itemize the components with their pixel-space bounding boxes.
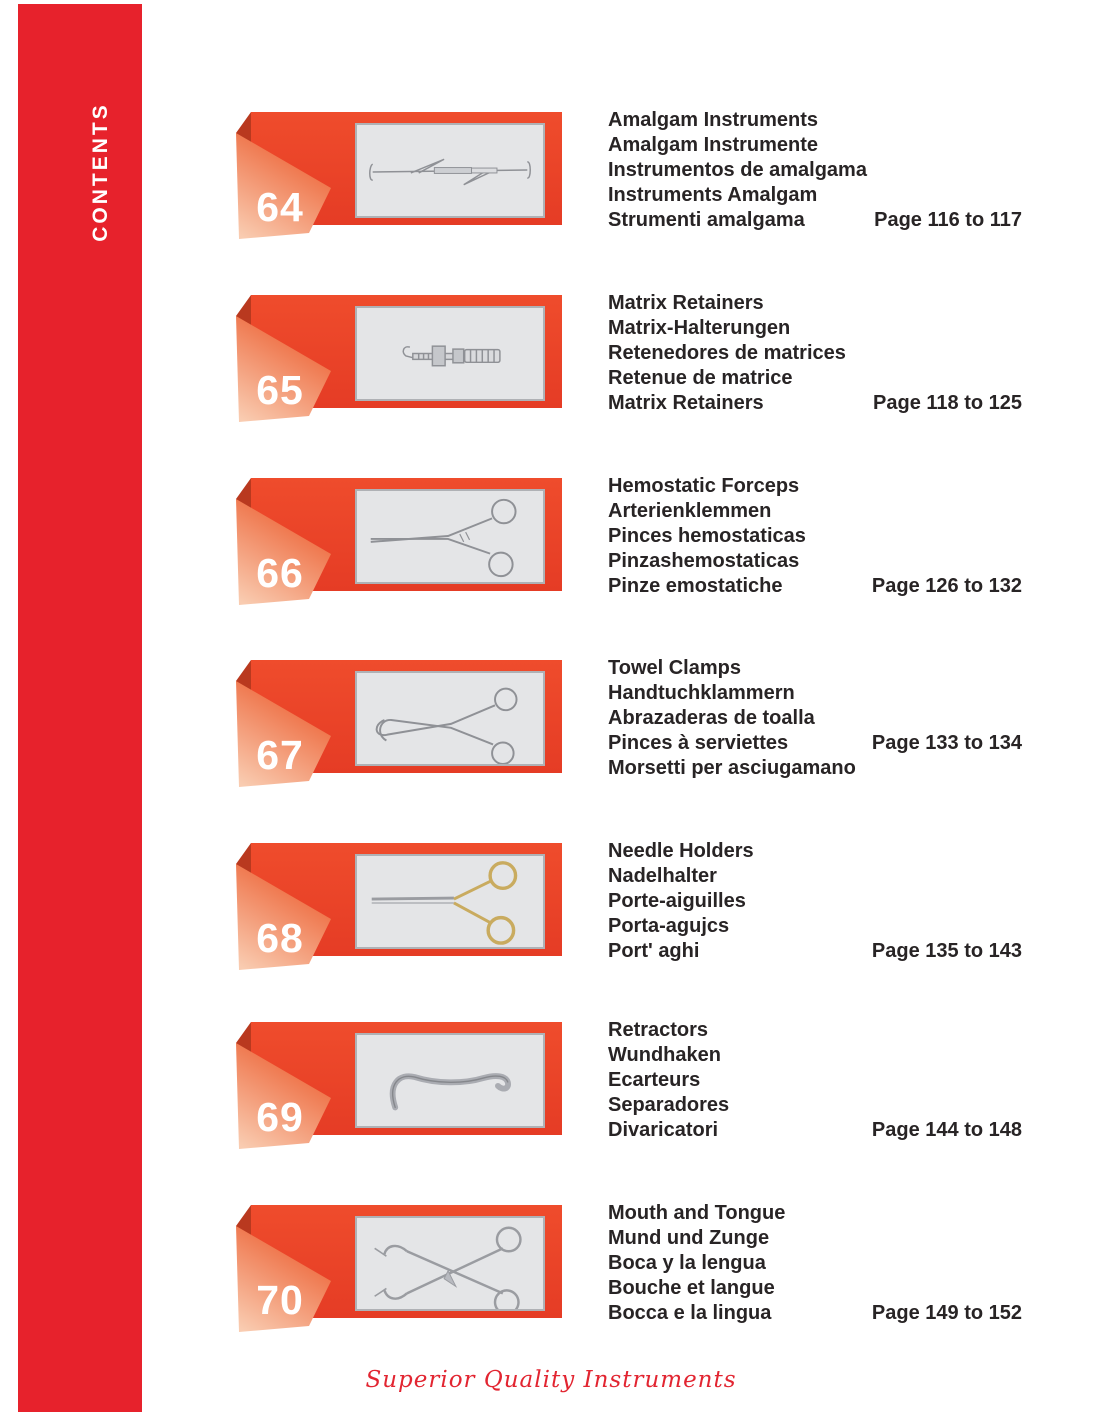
page-range-label: Page 116 to 117 [874,209,1022,231]
instrument-image-box [355,123,545,218]
entry-title-line: Pinzashemostaticas [608,550,800,572]
entry-title-line: Amalgam Instruments [608,109,819,131]
contents-vertical-title: CONTENTS [89,102,112,242]
entry-title-line: Morsetti per asciugamano [608,757,856,779]
instrument-image-box [355,1216,545,1311]
entry-title-line: Mund und Zunge [608,1227,770,1249]
page-range-label: Page 149 to 152 [871,1302,1022,1324]
entry-title-line: Ecarteurs [608,1069,701,1091]
contents-entry [0,106,1102,258]
entry-number: 67 [256,732,304,778]
entry-title-line: Boca y la lengua [608,1252,766,1274]
entry-title-line: Pinze emostatiche [608,575,783,597]
entry-title-line: Bocca e la lingua [608,1302,772,1324]
page-range-label: Page 144 to 148 [871,1119,1022,1141]
contents-entry [0,472,1102,624]
entry-title-line: Porte-aiguilles [608,890,746,912]
entry-title-line: Bouche et langue [608,1277,775,1299]
entry-number: 65 [256,367,304,413]
page-range-label: Page 133 to 134 [871,732,1022,754]
footer-tagline: Superior Quality Instruments [365,1367,737,1393]
entry-title-line: Pinces à serviettes [608,732,789,754]
entry-title-line: Arterienklemmen [608,500,772,522]
page-range-label: Page 135 to 143 [871,940,1022,962]
entry-titles [608,474,806,599]
entry-title-line: Strumenti amalgama [608,209,805,231]
entry-title-line: Retractors [608,1019,709,1041]
entry-title-line: Matrix Retainers [608,292,764,314]
entry-number: 64 [256,184,304,230]
contents-entry [0,837,1102,989]
instrument-image-box [355,1033,545,1128]
entry-title-line: Hemostatic Forceps [608,475,800,497]
entry-title-line: Mouth and Tongue [608,1202,786,1224]
entry-title-line: Divaricatori [608,1119,719,1141]
instrument-image-box [355,854,545,949]
page-range-label: Page 118 to 125 [873,392,1022,414]
entry-number: 66 [256,550,304,596]
entry-titles [608,839,754,964]
entry-title-line: Retenedores de matrices [608,342,846,364]
contents-entry [0,654,1102,806]
needle-holder-icon [357,856,543,947]
page-range-label: Page 126 to 132 [871,575,1022,597]
instrument-image-box [355,671,545,766]
mouth-gag-icon [357,1218,543,1309]
matrix-retainer-icon [357,308,543,399]
entry-number: 69 [256,1094,304,1140]
entry-titles [608,1018,729,1143]
entry-title-line: Matrix-Halterungen [608,317,791,339]
entry-title-line: Needle Holders [608,840,754,862]
retractor-icon [357,1035,543,1126]
entry-title-line: Instrumentos de amalgama [608,159,867,181]
entry-title-line: Separadores [608,1094,730,1116]
entry-titles [608,291,846,416]
entry-title-line: Wundhaken [608,1044,721,1066]
contents-entry [0,1016,1102,1168]
amalgam-carver-icon [357,125,543,216]
entry-titles [608,108,867,233]
entry-title-line: Instruments Amalgam [608,184,818,206]
entry-title-line: Matrix Retainers [608,392,764,414]
entry-titles [608,656,856,781]
entry-title-line: Abrazaderas de toalla [608,707,815,729]
entry-titles [608,1201,785,1326]
contents-entry [0,289,1102,441]
entry-title-line: Handtuchklammern [608,682,795,704]
towel-clamp-icon [357,673,543,764]
instrument-image-box [355,489,545,584]
entry-number: 68 [256,915,304,961]
entry-title-line: Towel Clamps [608,657,741,679]
entry-title-line: Pinces hemostaticas [608,525,806,547]
entry-number: 70 [256,1277,304,1323]
entry-title-line: Porta-agujcs [608,915,730,937]
entry-title-line: Retenue de matrice [608,367,793,389]
entry-title-line: Nadelhalter [608,865,717,887]
hemostatic-forceps-icon [357,491,543,582]
entry-title-line: Amalgam Instrumente [608,134,819,156]
entry-title-line: Port' aghi [608,940,700,962]
contents-entry [0,1199,1102,1351]
instrument-image-box [355,306,545,401]
